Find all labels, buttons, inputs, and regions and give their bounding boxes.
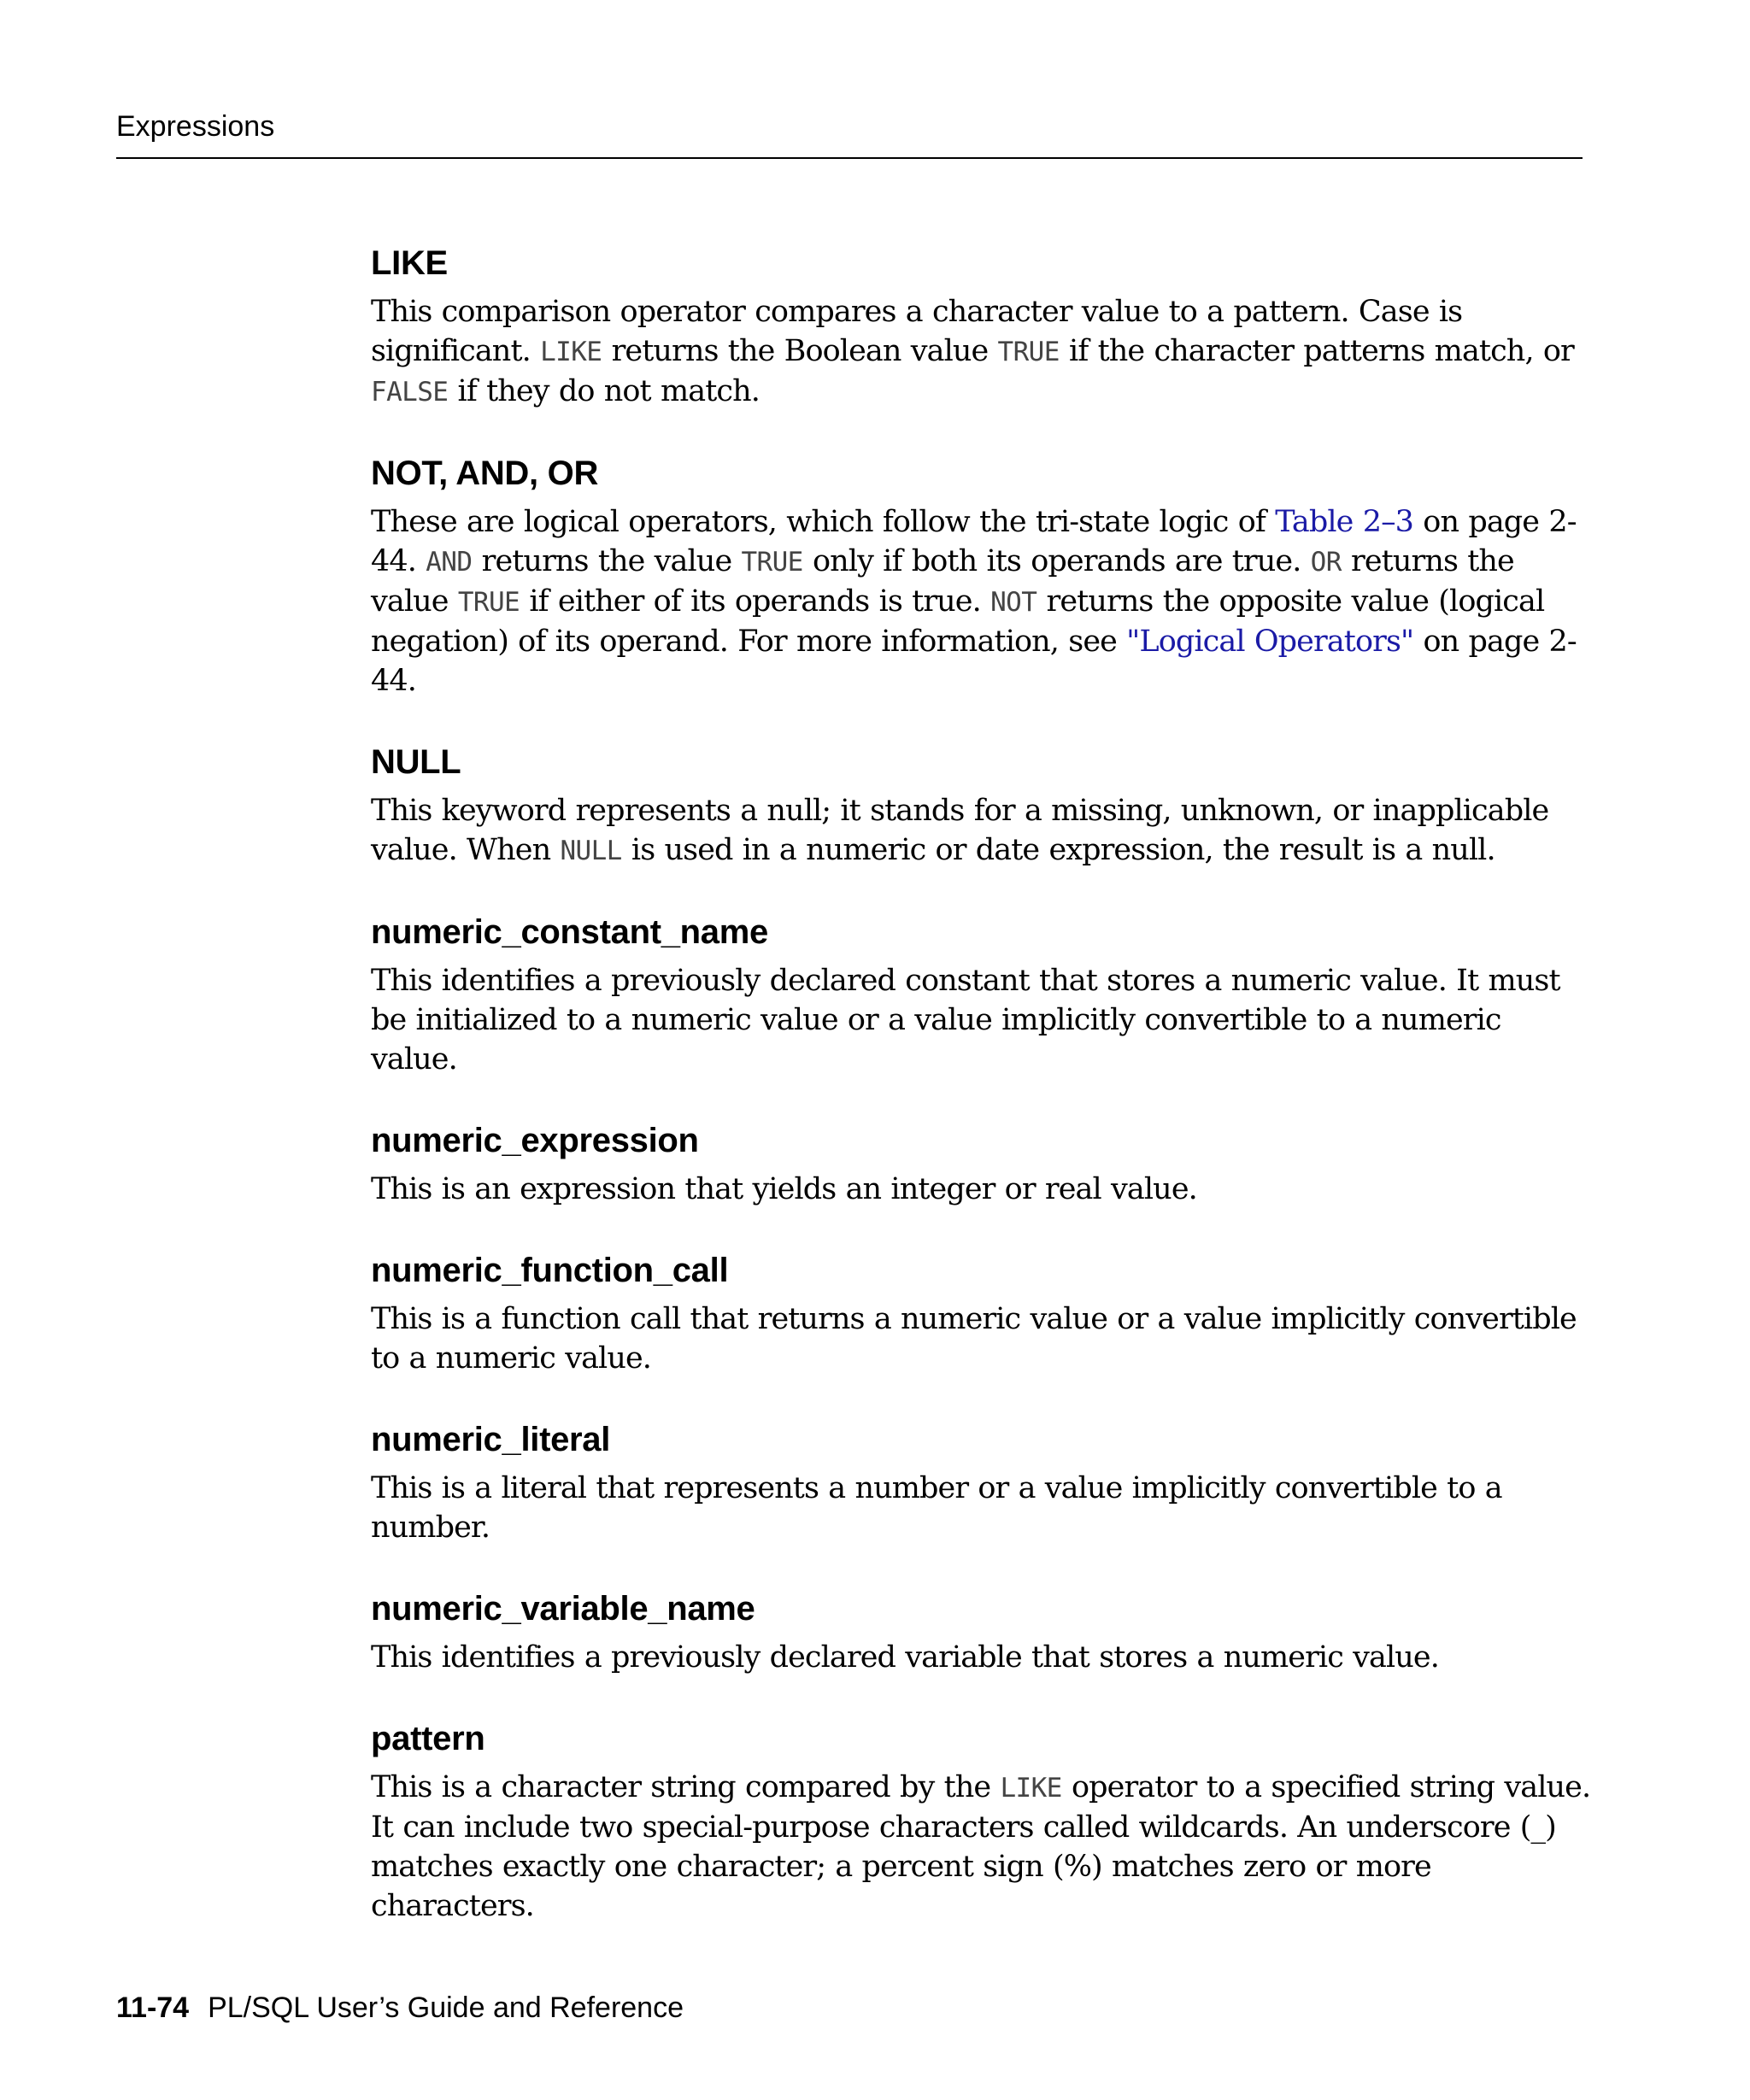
entry-term: numeric_constant_name	[371, 913, 768, 951]
entry-not-and-or	[371, 449, 1593, 701]
entry-term: numeric_function_call	[371, 1252, 729, 1289]
entry-pattern	[371, 1715, 1593, 1926]
entry-numeric-literal	[371, 1416, 1593, 1547]
entry-numeric-constant-name	[371, 908, 1593, 1079]
text-run: returns the Boolean value	[602, 334, 998, 368]
text-run: only if both its operands are true.	[802, 544, 1311, 578]
text-run: on page 2-44.	[371, 505, 1577, 578]
text-run: returns the value	[371, 544, 1514, 619]
entry-numeric-expression	[371, 1117, 1593, 1209]
entry-term: LIKE	[371, 244, 448, 282]
code-keyword: OR	[1310, 547, 1342, 578]
code-keyword: NOT	[990, 587, 1037, 618]
text-run: if they do not match.	[448, 374, 760, 408]
running-footer	[116, 1991, 684, 2025]
entry-description: This is an expression that yields an integer or real value.	[371, 1172, 1197, 1206]
entry-term: numeric_expression	[371, 1122, 699, 1159]
entry-term: numeric_variable_name	[371, 1590, 755, 1628]
logical-operators-link[interactable]: "Logical Operators"	[1126, 625, 1414, 659]
entry-like	[371, 239, 1593, 412]
code-keyword: NULL	[560, 836, 622, 866]
entry-description: This identifies a previously declared constant that stores a numeric value. It must be initialized to a numeric value or a value implicitly convertible to a numeric value.	[371, 964, 1560, 1076]
entry-description	[371, 502, 1593, 701]
code-keyword: AND	[426, 547, 473, 578]
text-run: is used in a numeric or date expression, the result is a null.	[621, 833, 1495, 867]
table-2-3-link[interactable]: Table 2–3	[1275, 505, 1414, 539]
code-keyword: TRUE	[457, 587, 520, 618]
code-keyword: TRUE	[997, 337, 1060, 367]
entry-numeric-function-call	[371, 1247, 1593, 1378]
page-number: 11-74	[116, 1991, 190, 2024]
book-title: PL/SQL User’s Guide and Reference	[208, 1991, 684, 2024]
entry-numeric-variable-name	[371, 1585, 1593, 1677]
text-run: on page 2-44.	[371, 625, 1577, 698]
text-run: This is a character string compared by the	[371, 1770, 1001, 1804]
main-content	[371, 239, 1593, 1963]
entry-term: NULL	[371, 743, 461, 781]
entry-description	[371, 791, 1593, 871]
text-run: if the character patterns match, or	[1059, 334, 1574, 368]
text-run: operator to a specified string value. It can include two special-purpose characters called wildcards. An underscore (_) matches exactly one character; a percent sign (%) matches zero or more characters.	[371, 1770, 1591, 1923]
code-keyword: LIKE	[540, 337, 602, 367]
entry-description: This is a function call that returns a numeric value or a value implicitly convertible to a numeric value.	[371, 1302, 1577, 1376]
entry-term: NOT, AND, OR	[371, 455, 599, 492]
entry-description: This is a literal that represents a number or a value implicitly convertible to a number.	[371, 1471, 1502, 1545]
text-run: This comparison operator compares a character value to a pattern. Case is significant.	[371, 295, 1463, 368]
text-run: returns the opposite value (logical negation) of its operand. For more information, see	[371, 584, 1545, 659]
entry-term: numeric_literal	[371, 1421, 611, 1458]
text-run: This keyword represents a null; it stands for a missing, unknown, or inapplicable value. When	[371, 794, 1549, 867]
text-run: if either of its operands is true.	[520, 584, 991, 619]
code-keyword: FALSE	[371, 377, 449, 408]
text-run: returns the value	[472, 544, 742, 578]
entry-null	[371, 738, 1593, 871]
entry-description	[371, 1768, 1593, 1926]
entry-term: pattern	[371, 1720, 485, 1757]
running-header	[116, 106, 1583, 159]
code-keyword: LIKE	[1000, 1773, 1062, 1804]
header-title: Expressions	[116, 110, 275, 143]
text-run: These are logical operators, which follow the tri-state logic of	[371, 505, 1276, 539]
code-keyword: TRUE	[741, 547, 803, 578]
entry-description	[371, 292, 1593, 412]
entry-description: This identifies a previously declared variable that stores a numeric value.	[371, 1640, 1439, 1675]
